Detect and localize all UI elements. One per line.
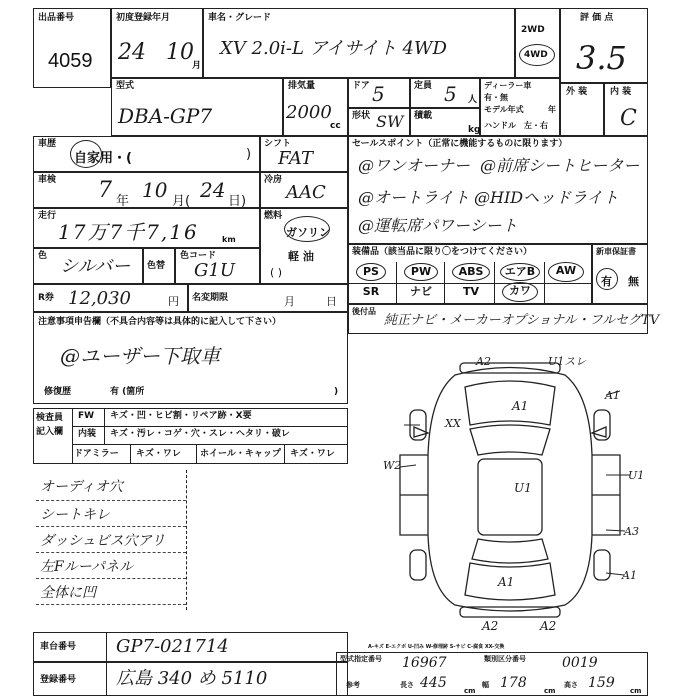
recycle-label: R券 xyxy=(38,293,54,303)
fuel-alt1: 軽 油 xyxy=(288,250,314,263)
equip-pw: PW xyxy=(404,263,438,281)
mark-a1-corner: A1 xyxy=(622,569,637,582)
capacity-value: 5 xyxy=(444,82,457,106)
reg-month-unit: 月 xyxy=(192,61,202,71)
mark-u1-roof: U1 xyxy=(514,481,532,495)
repair-label: 修復歴 xyxy=(44,387,72,397)
diagram-legend: A-キズ E-エクボ U-凹み W-修理跡 S-サビ C-腐食 XX-交換 xyxy=(368,644,505,650)
length-cm: cm xyxy=(464,687,476,695)
history-close: ) xyxy=(246,147,252,162)
handle-value: 左・右 xyxy=(524,121,548,130)
inspector-line xyxy=(72,426,348,427)
notes-line xyxy=(36,500,186,501)
notes-value: @ユーザー下取車 xyxy=(60,344,220,368)
fuel-value: ガソリン xyxy=(286,226,330,239)
cc-unit: cc xyxy=(330,121,341,131)
mark-u1-scratch: U1スレ xyxy=(548,355,587,368)
inspector-divider xyxy=(72,408,73,464)
notes-line xyxy=(36,552,186,553)
notes-label: 注意事項申告欄（不具合内容等は具体的に記入して下さい） xyxy=(38,317,282,327)
body-label: 形状 xyxy=(352,111,371,121)
length-label: 長さ xyxy=(400,681,414,689)
recycle-value: 12,030 xyxy=(68,288,131,309)
width-cm: cm xyxy=(544,687,556,695)
inspector-row-fw-value: キズ・凹・ヒビ割・リペア跡・X要 xyxy=(110,411,252,421)
equip-airbag: エアB xyxy=(500,263,540,281)
grade-label: 評 価 点 xyxy=(580,13,614,23)
displacement-value: 2000 xyxy=(286,102,332,123)
inspection-month: 10 xyxy=(142,178,168,202)
mark-a1-fender: A1 xyxy=(605,389,620,402)
mark-u1-side: U1 xyxy=(628,469,645,482)
mark-w2: W2 xyxy=(383,459,402,472)
height-label: 高さ xyxy=(564,681,578,689)
color-label: 色 xyxy=(38,251,48,261)
drive-2wd: 2WD xyxy=(521,25,545,35)
name-change-month: 月 xyxy=(284,295,295,308)
color-value: シルバー xyxy=(60,256,131,277)
capacity-label: 定員 xyxy=(414,81,433,91)
mark-a3: A3 xyxy=(624,525,639,538)
mileage-unit: km xyxy=(222,235,236,244)
plate-divider xyxy=(106,662,107,696)
inspector-row-wheel-label: ホイール・キャップ xyxy=(200,449,281,459)
inspector-divider xyxy=(196,444,197,464)
height-cm: cm xyxy=(630,687,642,695)
name-change-day: 日 xyxy=(326,295,337,308)
notes-line xyxy=(36,604,186,605)
color-code-label: 色コード xyxy=(180,251,217,261)
reg-month: 10 xyxy=(166,40,194,65)
mark-xx: XX xyxy=(445,417,461,430)
inspector-row-fw-label: FW xyxy=(78,411,95,421)
plate-label: 登録番号 xyxy=(40,675,77,685)
handle-label: ハンドル xyxy=(484,121,516,130)
mileage-label: 走行 xyxy=(38,211,57,221)
width-value: 178 xyxy=(500,675,527,691)
plate-value: 広島 340 め 5110 xyxy=(116,668,268,689)
lot-label: 出品番号 xyxy=(38,13,75,23)
inspection-year: 7 xyxy=(98,178,112,203)
repair-close: ) xyxy=(334,387,339,397)
dealer-value: 有・無 xyxy=(484,93,508,102)
equip-navi: ナビ xyxy=(410,285,432,298)
inspection-month-unit: 月( xyxy=(172,194,191,209)
hw-note-3: ダッシュビス穴アリ xyxy=(40,533,166,549)
equip-row-line xyxy=(348,283,592,284)
aircon-value: AAC xyxy=(286,182,326,203)
sales-item-1: @ワンオーナー xyxy=(358,156,471,175)
warranty-yes: 有 xyxy=(601,275,612,288)
inspection-year-unit: 年 xyxy=(116,194,130,209)
inspection-label: 車検 xyxy=(38,175,57,185)
mileage-value: 17万7千7,16 xyxy=(58,220,199,244)
warranty-no: 無 xyxy=(628,275,639,288)
drive-box xyxy=(515,8,560,78)
chassis-label: 車台番号 xyxy=(40,642,77,652)
mark-a2-rear-right: A2 xyxy=(540,619,557,633)
weight-value: 16967 xyxy=(402,655,447,671)
color-change-label: 色替 xyxy=(147,261,166,271)
model-name: XV 2.0i-L アイサイト 4WD xyxy=(220,38,447,59)
inspector-row-int-value: キズ・汚レ・コゲ・穴・スレ・ヘタリ・破レ xyxy=(110,429,290,439)
chassis-divider xyxy=(106,632,107,662)
category-value: 0019 xyxy=(562,655,598,671)
chassis-value: GP7-021714 xyxy=(116,636,229,657)
aftermarket-value: 純正ナビ・メーカーオプショナル・フルセグTV xyxy=(384,313,660,328)
inspector-label-1: 検査員 xyxy=(36,413,64,423)
inspector-divider xyxy=(284,444,285,464)
sales-item-3: @オートライト xyxy=(358,188,470,207)
sales-item-2: @前席シートヒーター xyxy=(480,156,640,175)
type-value: DBA-GP7 xyxy=(118,104,213,128)
dealer-label: ディーラー車 xyxy=(484,81,532,90)
history-value: 自家用・( xyxy=(74,151,132,166)
inspection-day-unit: 日) xyxy=(228,194,247,209)
hw-note-5: 全体に凹 xyxy=(40,585,96,601)
equip-leather: カワ xyxy=(502,282,538,302)
recycle-unit: 円 xyxy=(168,295,179,308)
inspector-row-mirror-label: ドアミラー xyxy=(74,449,119,459)
sales-item-5: @運転席パワーシート xyxy=(358,216,518,235)
mark-a1-hood: A1 xyxy=(512,399,529,413)
hw-note-4: 左Fルーパネル xyxy=(40,559,134,575)
mark-a2-rear-left: A2 xyxy=(482,619,499,633)
warranty-label: 新車保証書 xyxy=(596,247,636,256)
length-value: 445 xyxy=(420,675,447,691)
capacity-unit: 人 xyxy=(468,95,478,105)
name-change-label: 名変期限 xyxy=(192,293,229,303)
ref-label: 参考 xyxy=(346,681,360,689)
notes-vertical xyxy=(186,470,187,610)
inspector-divider xyxy=(104,408,105,444)
notes-line xyxy=(36,578,186,579)
inspector-divider xyxy=(130,444,131,464)
model-year-unit: 年 xyxy=(548,105,556,114)
history-box xyxy=(33,136,260,172)
load-unit: kg xyxy=(468,125,481,135)
equip-aw: AW xyxy=(548,262,584,282)
inspector-row-mirror-value: キズ・ワレ xyxy=(136,449,181,459)
sales-label: セールスポイント（正常に機能するものに限ります） xyxy=(352,139,568,149)
weight-label: 型式指定番号 xyxy=(340,655,382,663)
width-label: 幅 xyxy=(482,681,489,689)
reg-label: 初度登録年月 xyxy=(116,13,171,23)
repair-value: 有 (箇所 xyxy=(110,387,145,397)
mark-a1-rear: A1 xyxy=(498,575,515,589)
type-label: 型式 xyxy=(116,81,135,91)
inspector-row-wheel-value: キズ・ワレ xyxy=(290,449,335,459)
doors-label: ドア xyxy=(352,81,370,91)
aftermarket-label: 後付品 xyxy=(352,307,376,316)
interior-label: 内 装 xyxy=(610,87,632,97)
fuel-paren: ( ) xyxy=(270,266,283,279)
mark-a2-top: A2 xyxy=(476,355,491,368)
equip-ps: PS xyxy=(356,263,386,281)
fuel-label: 燃料 xyxy=(264,211,283,221)
equip-tv: TV xyxy=(462,285,480,298)
model-label: 車名・グレード xyxy=(208,13,272,23)
body-value: SW xyxy=(376,112,404,131)
color-code: G1U xyxy=(194,260,236,281)
interior-grade: C xyxy=(620,106,637,131)
model-year-label: モデル年式 xyxy=(484,105,524,114)
doors-value: 5 xyxy=(372,82,385,106)
displacement-label: 排気量 xyxy=(288,81,316,91)
grade-value: 3.5 xyxy=(576,39,627,77)
inspector-row-int-label: 内装 xyxy=(78,429,97,439)
inspector-line xyxy=(72,444,348,445)
equip-sr: SR xyxy=(362,285,380,298)
hw-note-1: オーディオ穴 xyxy=(40,479,123,495)
shift-label: シフト xyxy=(264,139,292,149)
notes-line xyxy=(36,526,186,527)
sales-item-4: @HIDヘッドライト xyxy=(474,188,619,207)
inspector-label-2: 記入欄 xyxy=(36,427,64,437)
drive-4wd: 4WD xyxy=(524,50,548,60)
hw-note-2: シートキレ xyxy=(40,507,110,523)
category-label: 類別区分番号 xyxy=(484,655,526,663)
inspection-day: 24 xyxy=(200,178,226,202)
height-value: 159 xyxy=(588,675,615,691)
lot-number: 4059 xyxy=(48,50,93,72)
reg-year: 24 xyxy=(118,40,146,65)
exterior-label: 外 装 xyxy=(566,87,588,97)
equipment-label: 装備品（該当品に限り〇をつけてください） xyxy=(352,247,533,257)
history-label: 車歴 xyxy=(38,139,57,149)
equip-abs: ABS xyxy=(452,263,490,281)
aircon-label: 冷房 xyxy=(264,175,283,185)
load-label: 積載 xyxy=(414,111,433,121)
shift-value: FAT xyxy=(278,148,313,169)
